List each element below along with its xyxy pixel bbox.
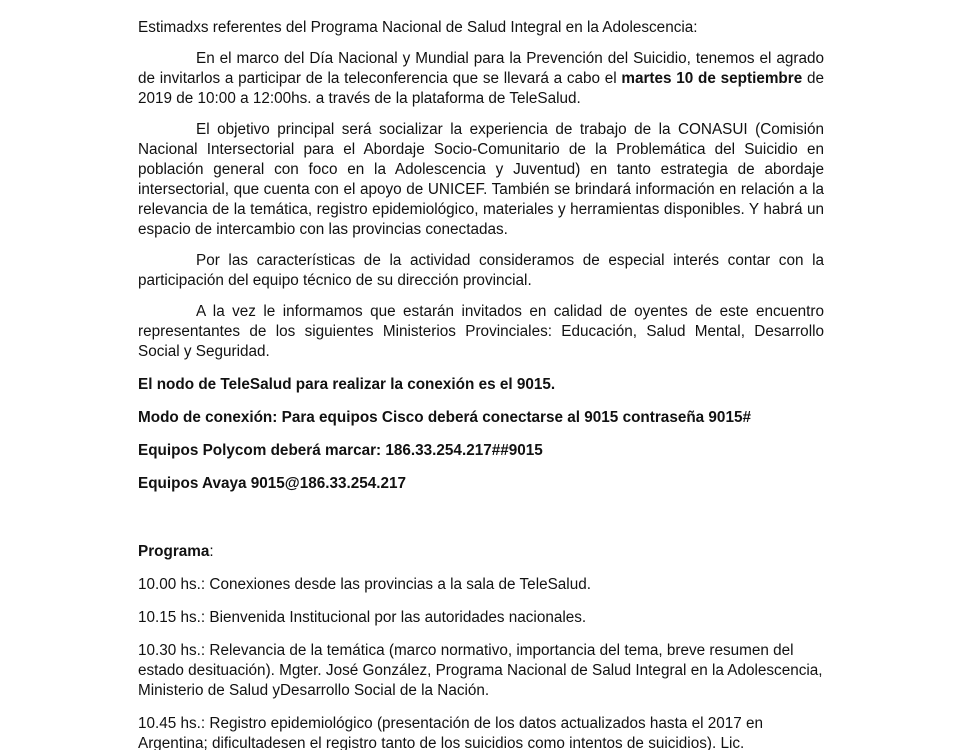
paragraph-invitation xyxy=(138,49,824,109)
paragraph-objective: El objetivo principal será socializar la experiencia de trabajo de la CONASUI (Comisión Nacional Intersectorial para el Abordaje Socio-Comunitario de la Problemática del Suicidio en población general con foco en la Adolescencia y Juventud) en tanto estrategia de abordaje intersectorial, que cuenta con el apoyo de UNICEF. También se brindará información en relación a la relevancia de la temática, registro epidemiológico, materiales y herramientas disponibles. Y habrá un espacio de intercambio con las provincias conectadas. xyxy=(138,121,824,238)
connection-node: El nodo de TeleSalud para realizar la conexión es el 9015. xyxy=(138,376,556,393)
paragraph-participation: Por las características de la actividad consideramos de especial interés contar con la participación del equipo técnico de su dirección provincial. xyxy=(138,252,824,289)
paragraph-invitation-text-end: de 2019 de 10:00 a 12:00hs. a través de la plataforma de TeleSalud. xyxy=(138,70,825,107)
program-title: Programa xyxy=(138,543,210,560)
program-item: 10.00 hs.: Conexiones desde las provincias a la sala de TeleSalud. xyxy=(138,576,591,593)
event-date: martes 10 de septiembre xyxy=(621,70,803,87)
program-item: 10.15 hs.: Bienvenida Institucional por las autoridades nacionales. xyxy=(138,609,587,626)
connection-polycom: Equipos Polycom deberá marcar: 186.33.254.217##9015 xyxy=(138,442,543,459)
document-body xyxy=(138,18,824,750)
program-title-colon: : xyxy=(209,543,214,560)
paragraph-guests: A la vez le informamos que estarán invitados en calidad de oyentes de este encuentro representantes de los siguientes Ministerios Provinciales: Educación, Salud Mental, Desarrollo Social y Seguridad. xyxy=(138,303,824,360)
program-heading xyxy=(138,542,824,562)
connection-cisco: Modo de conexión: Para equipos Cisco deberá conectarse al 9015 contraseña 9015# xyxy=(138,409,751,426)
program-item: 10.30 hs.: Relevancia de la temática (marco normativo, importancia del tema, breve resumen del estado desituación). Mgter. José González, Programa Nacional de Salud Integral en la Adolescencia, Ministerio de Salud yDesarrollo Social de la Nación. xyxy=(138,642,823,699)
paragraph-invitation-text: En el marco del Día Nacional y Mundial para la Prevención del Suicidio, tenemos el agrado de invitarlos a participar de la teleconferencia que se llevará a cabo el xyxy=(138,50,824,87)
program-item: 10.45 hs.: Registro epidemiológico (presentación de los datos actualizados hasta el 2017 en Argentina; dificultadesen el registro tanto de los suicidios como intentos de suicidios). Lic. xyxy=(138,715,764,750)
greeting: Estimadxs referentes del Programa Nacional de Salud Integral en la Adolescencia: xyxy=(138,19,698,36)
connection-avaya: Equipos Avaya 9015@186.33.254.217 xyxy=(138,475,407,492)
